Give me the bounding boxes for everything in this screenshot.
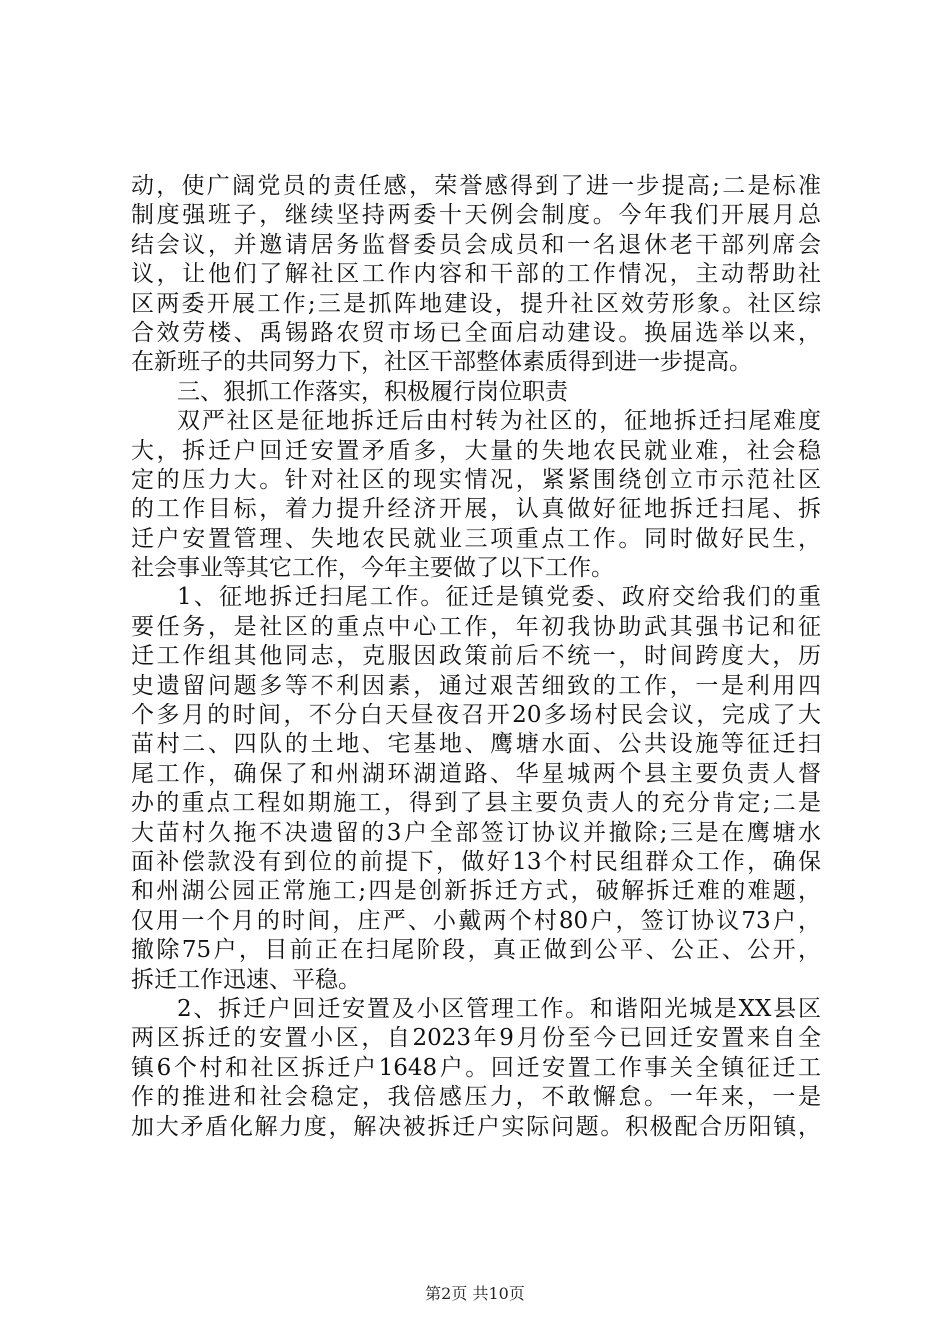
text-line: 定的压力大。针对社区的现实情况，紧紧围绕创立市示范社区 (131, 466, 821, 493)
text-line: 拆迁工作迅速、平稳。 (131, 966, 361, 993)
text-line: 区两委开展工作;三是抓阵地建设，提升社区效劳形象。社区综 (131, 290, 821, 317)
text-line: 仅用一个月的时间，庄严、小戴两个村80户，签订协议73户， (131, 907, 821, 934)
text-line: 大苗村久拖不决遗留的3户全部签订协议并撤除;三是在鹰塘水 (131, 819, 821, 846)
text-line: 要任务，是社区的重点中心工作，年初我协助武其强书记和征 (131, 613, 821, 640)
document-body (131, 172, 821, 1142)
text-line: 尾工作，确保了和州湖环湖道路、华星城两个县主要负责人督 (131, 760, 821, 787)
text-line: 撤除75户，目前正在扫尾阶段，真正做到公平、公正、公开， (131, 937, 821, 964)
text-line: 社会事业等其它工作，今年主要做了以下工作。 (131, 555, 614, 582)
text-line: 1、征地拆迁扫尾工作。征迁是镇党委、政府交给我们的重 (177, 584, 821, 611)
text-line: 苗村二、四队的土地、宅基地、鹰塘水面、公共设施等征迁扫 (131, 731, 821, 758)
text-line: 议，让他们了解社区工作内容和干部的工作情况，主动帮助社 (131, 261, 821, 288)
page-number: 第2页 共10页 (425, 1284, 525, 1303)
text-line: 的工作目标，着力提升经济开展，认真做好征地拆迁扫尾、拆 (131, 496, 821, 523)
text-line: 迁户安置管理、失地农民就业三项重点工作。同时做好民生， (131, 525, 821, 552)
section-heading: 三、狠抓工作落实，积极履行岗位职责 (177, 378, 568, 405)
text-line: 加大矛盾化解力度，解决被拆迁户实际问题。积极配合历阳镇， (131, 1113, 821, 1140)
text-line: 和州湖公园正常施工;四是创新拆迁方式，破解拆迁难的难题， (131, 878, 821, 905)
text-line: 在新班子的共同努力下，社区干部整体素质得到进一步提高。 (131, 349, 752, 376)
text-line: 大，拆迁户回迁安置矛盾多，大量的失地农民就业难，社会稳 (131, 437, 821, 464)
text-line: 制度强班子，继续坚持两委十天例会制度。今年我们开展月总 (131, 202, 821, 229)
text-line: 办的重点工程如期施工，得到了县主要负责人的充分肯定;二是 (131, 790, 821, 817)
text-line: 结会议，并邀请居务监督委员会成员和一名退休老干部列席会 (131, 231, 821, 258)
text-line: 动，使广阔党员的责任感，荣誉感得到了进一步提高;二是标准 (131, 173, 821, 199)
text-line: 迁工作组其他同志，克服因政策前后不统一，时间跨度大，历 (131, 643, 821, 670)
text-line: 史遗留问题多等不利因素，通过艰苦细致的工作，一是利用四 (131, 672, 821, 699)
text-line: 两区拆迁的安置小区，自2023年9月份至今已回迁安置来自全 (131, 1025, 821, 1052)
text-line: 作的推进和社会稳定，我倍感压力，不敢懈怠。一年来，一是 (131, 1084, 821, 1111)
text-line: 合效劳楼、禹锡路农贸市场已全面启动建设。换届选举以来， (131, 319, 821, 346)
text-line: 面补偿款没有到位的前提下，做好13个村民组群众工作，确保 (131, 848, 821, 875)
text-line: 双严社区是征地拆迁后由村转为社区的，征地拆迁扫尾难度 (177, 408, 821, 435)
text-line: 个多月的时间，不分白天昼夜召开20多场村民会议，完成了大 (131, 702, 821, 729)
text-line: 2、拆迁户回迁安置及小区管理工作。和谐阳光城是XX县区 (177, 995, 821, 1022)
text-line: 镇6个村和社区拆迁户1648户。回迁安置工作事关全镇征迁工 (131, 1054, 821, 1081)
